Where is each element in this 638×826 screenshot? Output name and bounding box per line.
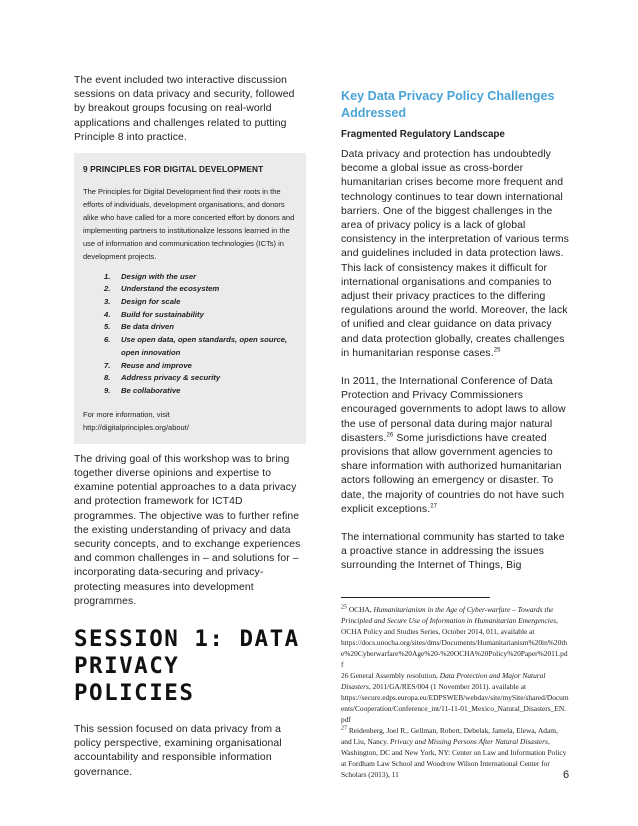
session-paragraph: This session focused on data privacy from a policy perspective, examining organisational accountability and responsible information governance. (74, 724, 282, 778)
principle-number: 2. (104, 284, 111, 294)
footnote-number: 27 (341, 725, 347, 732)
body-paragraph-2 (341, 375, 569, 517)
footnote-27 (341, 725, 569, 780)
footnote-ref-26[interactable]: 26 (386, 432, 394, 439)
footnote-url[interactable]: https://secure.edps.europa.eu/EDPSWEB/webdav/site/mySite/shared/Documents/Cooperation/Conference_int/11-11-01_Mexico_Natural_Disasters_EN.pdf (341, 692, 569, 724)
box-more-info (83, 408, 298, 434)
goal-paragraph: The driving goal of this workshop was to bring together diverse opinions and expertise to examine potential approaches to a data privacy and protection framework for ICT4D programmes. The objective was to further refine the existing understanding of privacy and data security concepts, and to exchange experiences and common challenges in – and solutions for – incorporating data-securing and privacy-protecting measures into development programmes. (74, 453, 301, 607)
para2-text-a: In 2011, the International Conference of Data Protection and Privacy Commissioners encouraged governments to adopt laws to allow the use of personal data during major natural disasters. (341, 376, 566, 444)
footnote-title: Data Protection and Major Natural Disasters (341, 670, 546, 691)
footnote-url[interactable]: https://docs.unocha.org/sites/dms/Documents/Humanitarianism%20in%20the%20Cyberwarfare%20Age%20-%20OCHA%20Policy%20Paper%2011.pdf (341, 637, 568, 669)
footnote-text: , OCHA Policy and Studies Series, October 2014, 011, available at (341, 615, 558, 636)
footnote-text: , 2011/GA/RES/004 (1 November 2011). available at (368, 681, 527, 691)
footnotes (341, 604, 569, 780)
principles-link[interactable]: http://digitalprinciples.org/about/ (83, 422, 189, 432)
footnote-number: 25 (341, 604, 347, 611)
principle-number: 4. (104, 309, 111, 319)
principle-number: 6. (104, 335, 111, 345)
principle-text: Be collaborative (121, 385, 181, 395)
principle-text: Address privacy & security (121, 373, 221, 383)
footnote-ref-25[interactable]: 25 (493, 347, 501, 354)
principle-item (83, 271, 298, 284)
more-info-label: For more information, visit (83, 409, 170, 419)
principle-text: Design for scale (121, 296, 181, 306)
principles-box (74, 153, 306, 444)
principle-number: 9. (104, 385, 111, 395)
section-title: Key Data Privacy Policy Challenges Addressed (341, 89, 555, 120)
principle-item (83, 334, 298, 359)
principle-text: Build for sustainability (121, 309, 204, 319)
footnote-text: Reidenberg, Joel R., Gellman, Robert, Debelak, Jamela, Elewa, Adam, and Liu, Nancy. (341, 725, 558, 746)
principle-number: 5. (104, 322, 111, 332)
subsection-title: Fragmented Regulatory Landscape (341, 129, 505, 140)
principle-text: Be data driven (121, 322, 174, 332)
footnote-text: 26 General Assembly resolution, (341, 670, 440, 680)
para2-text-b: Some jurisdictions have created provisions that allow government agencies to share information with authorized humanitarian actors following an emergency or disaster. To date, the majority of countries do not have such explicit exceptions. (341, 432, 565, 515)
footnote-ref-27[interactable]: 27 (430, 503, 438, 510)
principle-item (83, 372, 298, 385)
principle-item (83, 283, 298, 296)
principle-item (83, 309, 298, 322)
principle-item (83, 360, 298, 373)
principle-item (83, 385, 298, 398)
body-paragraph-3: The international community has started to take a proactive stance in addressing the issues surrounding the Internet of Things, Big (341, 532, 565, 572)
footnote-text: OCHA, (347, 604, 374, 614)
body-paragraph-1 (341, 148, 569, 361)
intro-paragraph: The event included two interactive discussion sessions on data privacy and security, followed by breakout groups focusing on real-world applications and challenges related to putting Principle 8 into practice. (74, 75, 295, 143)
session-heading: SESSION 1: DATA PRIVACY POLICIES (74, 626, 300, 707)
left-column (74, 74, 306, 780)
principle-number: 8. (104, 373, 111, 383)
principle-text: Understand the ecosystem (121, 284, 220, 294)
principles-list (83, 271, 298, 398)
principle-item (83, 321, 298, 334)
footnote-title: Privacy and Missing Persons After Natural Disasters (389, 736, 548, 746)
footnote-text: , Washington, DC and New York, NY: Center on Law and Information Policy at Fordham Law School and Woodrow Wilson International Center for Scholars (2013), 11 (341, 736, 567, 779)
box-title: 9 PRINCIPLES FOR DIGITAL DEVELOPMENT (83, 164, 264, 175)
principle-number: 3. (104, 296, 111, 306)
principle-item (83, 296, 298, 309)
footnote-25 (341, 604, 569, 670)
footnote-divider (341, 597, 490, 598)
footnote-26 (341, 670, 569, 725)
principle-number: 1. (104, 271, 111, 281)
principle-text: Use open data, open standards, open source, open innovation (121, 335, 288, 357)
footnote-title: Humanitarianism in the Age of Cyber-warfare – Towards the Principled and Secure Use of Information in Humanitarian Emergencies (341, 604, 556, 625)
principle-text: Design with the user (121, 271, 197, 281)
principle-text: Reuse and improve (121, 360, 192, 370)
para1-text: Data privacy and protection has undoubtedly become a global issue as cross-border humanitarian crises become more frequent and technology continues to tear down international barriers. One of the biggest challenges in the area of privacy policy is a lack of global consistency in the interpretation of various terms and guidelines included in data protection laws. This lack of consistency makes it difficult for international organisations and companies to adjust their privacy practices to the differing regulations around the world. Moreover, the lack of unified and clear guidance on data privacy and data protection globally, creates challenges in humanitarian response cases. (341, 149, 569, 359)
right-column (341, 88, 569, 780)
principle-number: 7. (104, 360, 111, 370)
box-intro: The Principles for Digital Development find their roots in the efforts of individuals, development organisations, and donors alike who have called for a more concerted effort by donors and implementing partners to institutionalize lessons learned in the use of information and communication technologies (ICTs) in development projects. (83, 187, 295, 262)
page-number: 6 (563, 769, 570, 781)
